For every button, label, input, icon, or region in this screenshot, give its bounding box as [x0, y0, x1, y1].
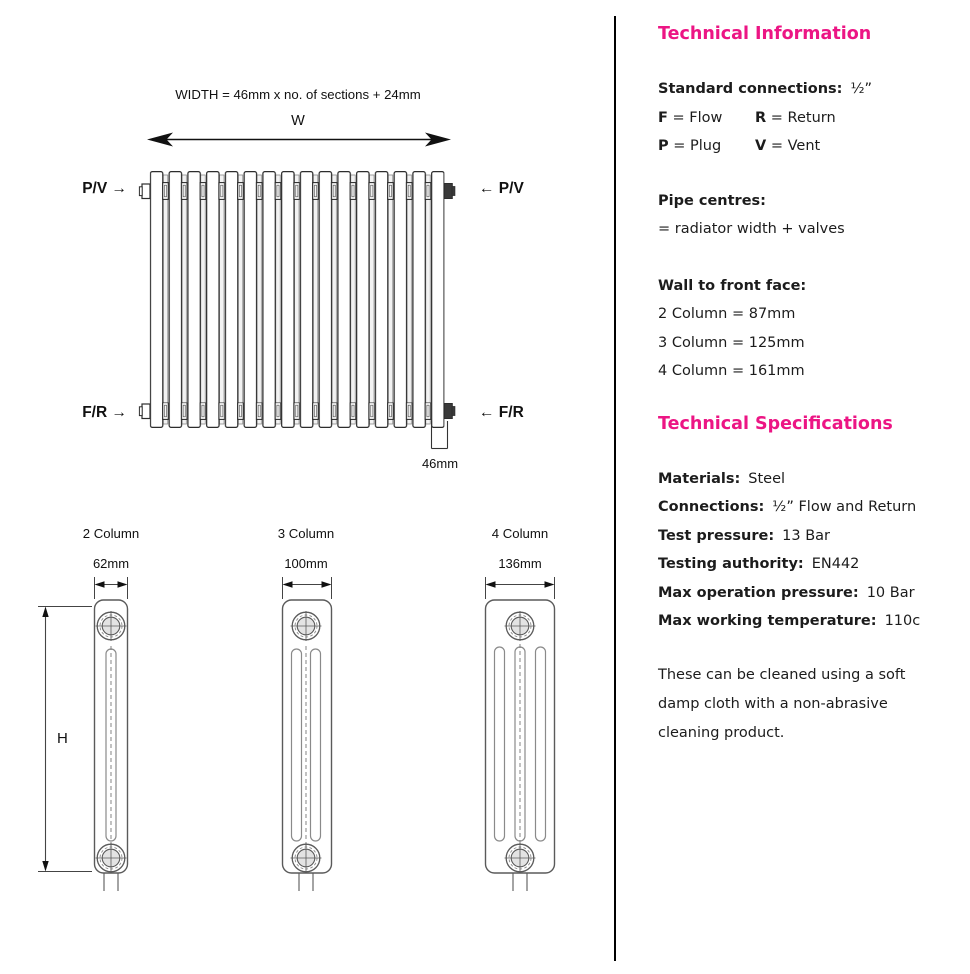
wall-to-front-face-block	[658, 272, 950, 386]
spec-row	[658, 493, 950, 522]
column-width-label: 100mm	[284, 556, 328, 571]
column-count-label: 3 Column	[277, 526, 335, 541]
pipe-centres-label: Pipe centres:	[658, 192, 766, 209]
technical-info-panel	[658, 0, 950, 762]
return-key: R	[755, 109, 767, 126]
radiator-front-view	[139, 171, 455, 428]
spec-row	[658, 550, 950, 579]
column-width-label: 62mm	[92, 556, 130, 571]
spec-label: Max working temperature:	[658, 613, 877, 630]
section-width-label: 46mm	[421, 456, 459, 471]
spec-value: 110c	[884, 613, 921, 630]
column-count-label: 2 Column	[82, 526, 140, 541]
spec-label: Testing authority:	[658, 556, 804, 573]
pipe-centres-block	[658, 187, 950, 244]
left-top-plug-tab	[142, 184, 150, 199]
cross-section-2-column	[83, 526, 139, 891]
pv-connection-label-right: ← P/V	[479, 180, 524, 197]
fr-connection-label-left: F/R →	[82, 404, 127, 421]
spec-row	[658, 607, 950, 636]
standard-connections-block	[658, 75, 950, 161]
spec-row	[658, 522, 950, 551]
specifications-block	[658, 465, 950, 636]
spec-value: EN442	[811, 556, 860, 573]
bottom-connection-boss	[96, 843, 127, 891]
return-desc: = Return	[770, 109, 836, 126]
wall-row: 2 Column = 87mm	[658, 306, 796, 323]
spec-value: ½” Flow and Return	[772, 499, 917, 516]
technical-information-title: Technical Information	[658, 24, 872, 44]
spec-label: Max operation pressure:	[658, 584, 859, 601]
width-formula-label: WIDTH = 46mm x no. of sections + 24mm	[175, 87, 421, 102]
spec-label: Materials:	[658, 470, 741, 487]
right-bottom-plug-tab	[444, 404, 452, 419]
standard-connections-value: ½”	[850, 81, 873, 98]
left-bottom-plug-tab	[142, 404, 150, 419]
right-top-plug-tab	[444, 184, 452, 199]
bottom-connection-boss	[291, 843, 322, 891]
pv-connection-label-left: P/V →	[82, 180, 127, 197]
technical-specifications-title: Technical Specifications	[658, 413, 893, 434]
wall-row: 4 Column = 161mm	[658, 363, 805, 380]
standard-connections-label: Standard connections:	[658, 81, 843, 98]
w-dimension-arrow	[147, 133, 451, 147]
spec-value: Steel	[748, 470, 786, 487]
spec-row	[658, 579, 950, 608]
wall-to-front-face-label: Wall to front face:	[658, 277, 807, 294]
height-label: H	[57, 730, 68, 747]
vent-key: V	[755, 138, 767, 155]
flow-desc: = Flow	[672, 109, 723, 126]
cross-section-3-column	[278, 526, 334, 891]
bottom-connection-boss	[505, 843, 536, 891]
column-width-label: 136mm	[498, 556, 542, 571]
plug-key: P	[658, 138, 669, 155]
flow-key: F	[658, 109, 668, 126]
spec-row	[658, 465, 950, 494]
vent-desc: = Vent	[770, 138, 821, 155]
pipe-centres-value: = radiator width + valves	[658, 221, 845, 238]
plug-desc: = Plug	[673, 138, 722, 155]
column-count-label: 4 Column	[491, 526, 549, 541]
spec-label: Test pressure:	[658, 527, 775, 544]
spec-value: 13 Bar	[782, 527, 831, 544]
wall-row: 3 Column = 125mm	[658, 334, 805, 351]
cleaning-note: These can be cleaned using a soft damp cloth with a non-abrasive cleaning product.	[658, 666, 906, 741]
w-dimension-label: W	[291, 113, 305, 129]
spec-value: 10 Bar	[866, 584, 915, 601]
vertical-divider	[614, 16, 616, 961]
fr-connection-label-right: ← F/R	[479, 404, 524, 421]
spec-label: Connections:	[658, 499, 765, 516]
cross-section-4-column	[486, 526, 555, 891]
